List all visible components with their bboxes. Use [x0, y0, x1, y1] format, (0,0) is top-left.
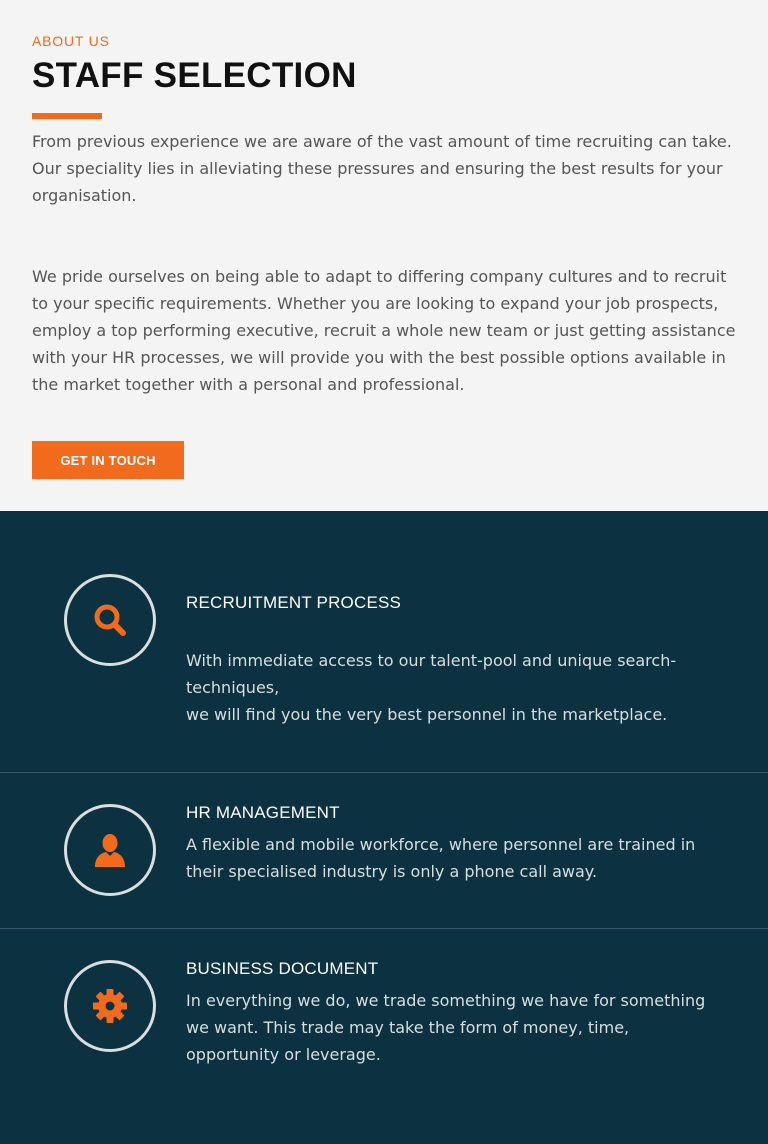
gear-icon-glyph [91, 987, 129, 1025]
about-paragraph-2: We pride ourselves on being able to adapt to differing company cultures and to recruit to your specific requirements. Whether you are looking to expand your job prospects, employ a top performing executive, recruit a whole new team or just getting assistance with your HR processes, we will provide you with the best possible options available in the market together with a personal and professional. [32, 267, 736, 394]
service-description-line: With immediate access to our talent-pool and unique search-techniques, [186, 651, 677, 697]
service-description: In everything we do, we trade something we have for something we want. This trade may take the form of money, time, opportunity or leverage. [186, 991, 706, 1064]
service-item-business-document [0, 929, 768, 1144]
service-heading: HR MANAGEMENT [186, 803, 340, 822]
user-icon-glyph [92, 832, 128, 868]
service-heading: BUSINESS DOCUMENT [186, 959, 379, 978]
search-icon [64, 574, 156, 666]
gear-icon [64, 960, 156, 1052]
services-section [0, 511, 768, 1144]
section-eyebrow: ABOUT US [32, 33, 110, 49]
service-description-line: we will find you the very best personnel in the marketplace. [186, 705, 668, 724]
user-icon [64, 804, 156, 896]
title-underline [32, 113, 102, 119]
search-icon-glyph [93, 603, 127, 637]
about-paragraph-1: From previous experience we are aware of the vast amount of time recruiting can take. Our speciality lies in alleviating these pressures and ensuring the best results for your organisation. [32, 132, 732, 205]
about-section [0, 0, 768, 511]
service-heading: RECRUITMENT PROCESS [186, 593, 402, 612]
service-description: A flexible and mobile workforce, where personnel are trained in their specialised industry is only a phone call away. [186, 835, 696, 881]
service-item-recruitment [0, 511, 768, 773]
get-in-touch-button[interactable]: GET IN TOUCH [32, 441, 184, 479]
service-description [186, 647, 706, 728]
page-title: STAFF SELECTION [32, 56, 357, 95]
service-item-hr-management [0, 773, 768, 929]
